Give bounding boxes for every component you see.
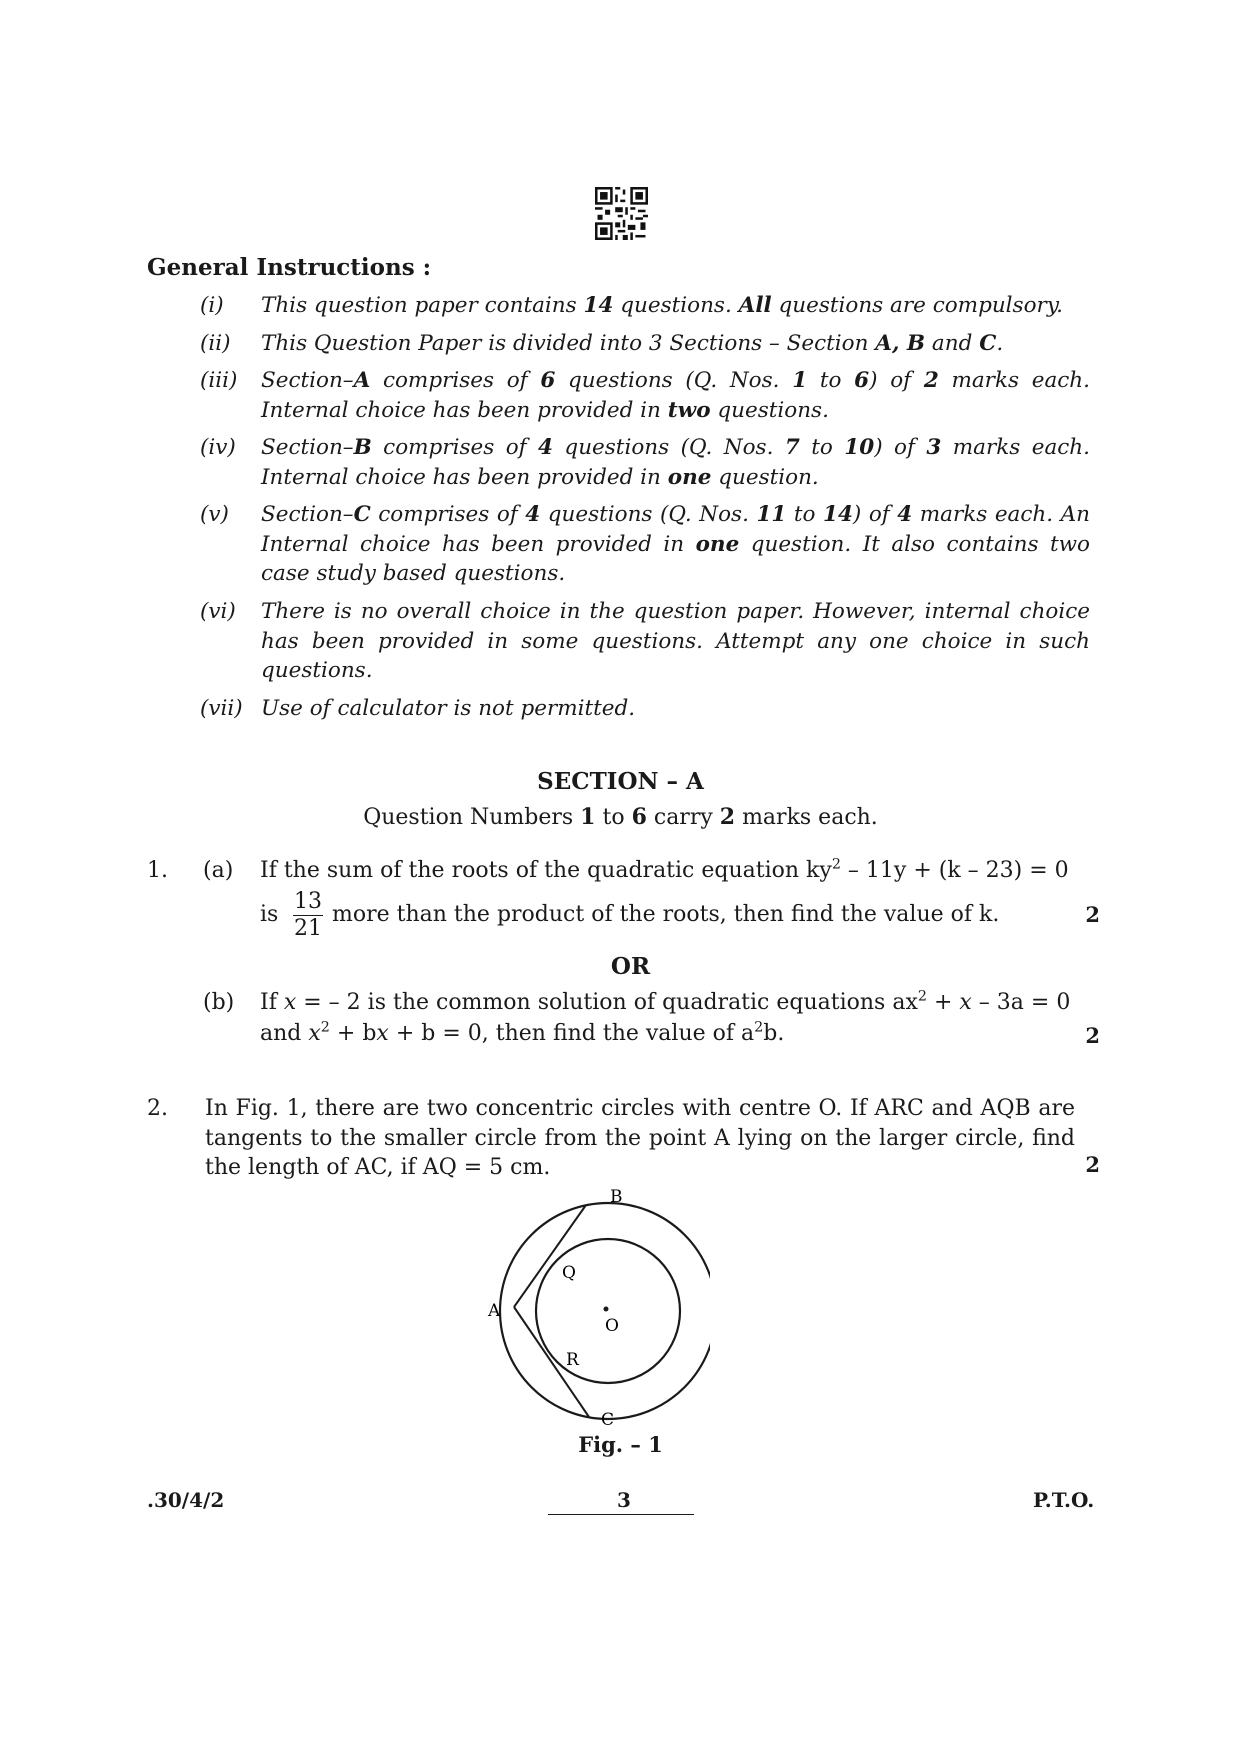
instruction-text: Section–A comprises of 6 questions (Q. Nos. 1 to 6) of 2 marks each. Internal choice has been provided in two questions. <box>261 368 1090 423</box>
instruction-number: (ii) <box>200 331 231 356</box>
instruction-number: (vi) <box>200 599 236 624</box>
fraction <box>293 889 323 942</box>
instruction-ii <box>200 329 1090 359</box>
label-o: O <box>605 1316 619 1336</box>
instruction-iv <box>200 433 1090 492</box>
fraction-numerator: 13 <box>294 889 322 914</box>
marks: 2 <box>1085 902 1100 927</box>
qr-code <box>595 187 648 240</box>
instruction-number: (i) <box>200 293 224 318</box>
instruction-iii <box>200 366 1090 425</box>
instruction-v <box>200 500 1090 589</box>
instruction-i <box>200 291 1090 321</box>
paper-code: .30/4/2 <box>147 1488 225 1512</box>
concentric-circles-figure <box>480 1185 710 1425</box>
part-label: (b) <box>203 990 235 1015</box>
instruction-text: Section–B comprises of 4 questions (Q. Nos. 7 to 10) of 3 marks each. Internal choice has been provided in one question. <box>261 435 1090 490</box>
instruction-text: Section–C comprises of 4 questions (Q. Nos. 11 to 14) of 4 marks each. An Internal choice has been provided in one question. It also contains two case study based questions. <box>261 502 1090 586</box>
page-number: 3 <box>617 1488 631 1512</box>
instruction-number: (iv) <box>200 435 236 460</box>
label-c: C <box>601 1410 615 1425</box>
q1a-line2: more than the product of the roots, then find the value of k. <box>332 902 1000 927</box>
instruction-text: There is no overall choice in the question paper. However, internal choice has been provided in some questions. Attempt any one choice in such questions. <box>261 599 1090 683</box>
instruction-text: This question paper contains 14 questions. All questions are compulsory. <box>261 293 1063 318</box>
question-number: 2. <box>147 1096 168 1121</box>
label-q: Q <box>562 1263 576 1283</box>
q2-text: In Fig. 1, there are two concentric circles with centre O. If ARC and AQB are tangents to the smaller circle from the point A lying on the larger circle, find the length of AC, if AQ = 5 cm. <box>205 1096 1075 1180</box>
fraction-denominator: 21 <box>294 916 322 941</box>
label-a: A <box>488 1301 501 1321</box>
q1b-line1: If x = – 2 is the common solution of quadratic equations $ax^2 + x - 3a = 0$ <box>260 988 1071 1015</box>
marks: 2 <box>1085 1023 1100 1048</box>
instruction-vii <box>200 694 1090 724</box>
label-r: R <box>566 1350 579 1370</box>
question-number: 1. <box>147 858 168 883</box>
instruction-number: (iii) <box>200 368 238 393</box>
section-subtitle: Question Numbers 1 to 6 carry 2 marks each. <box>363 804 878 830</box>
instruction-text: Use of calculator is not permitted. <box>261 696 636 721</box>
label-b: B <box>610 1187 623 1207</box>
q1b-line2: and $x^2$ + bx + b = 0, then find the value of $a^2b$. <box>260 1019 785 1046</box>
q1a-is: is <box>260 902 279 927</box>
inner-circle <box>536 1239 680 1383</box>
or-separator: OR <box>610 953 651 980</box>
section-title: SECTION – A <box>537 768 704 795</box>
q1a-line1: If the sum of the roots of the quadratic equation $ky^2 - 11y + (k - 23) = 0$ <box>260 856 1069 883</box>
instruction-number: (vii) <box>200 696 243 721</box>
instruction-text: This Question Paper is divided into 3 Sections – Section A, B and C. <box>261 331 1004 356</box>
pto-label: P.T.O. <box>1033 1488 1095 1512</box>
instruction-number: (v) <box>200 502 229 527</box>
marks: 2 <box>1085 1152 1100 1177</box>
page-number-underline <box>548 1514 694 1515</box>
instruction-vi <box>200 597 1090 686</box>
general-instructions-heading: General Instructions : <box>147 254 432 281</box>
centre-point <box>604 1307 609 1312</box>
part-label: (a) <box>203 858 234 883</box>
figure-caption: Fig. – 1 <box>578 1432 663 1457</box>
